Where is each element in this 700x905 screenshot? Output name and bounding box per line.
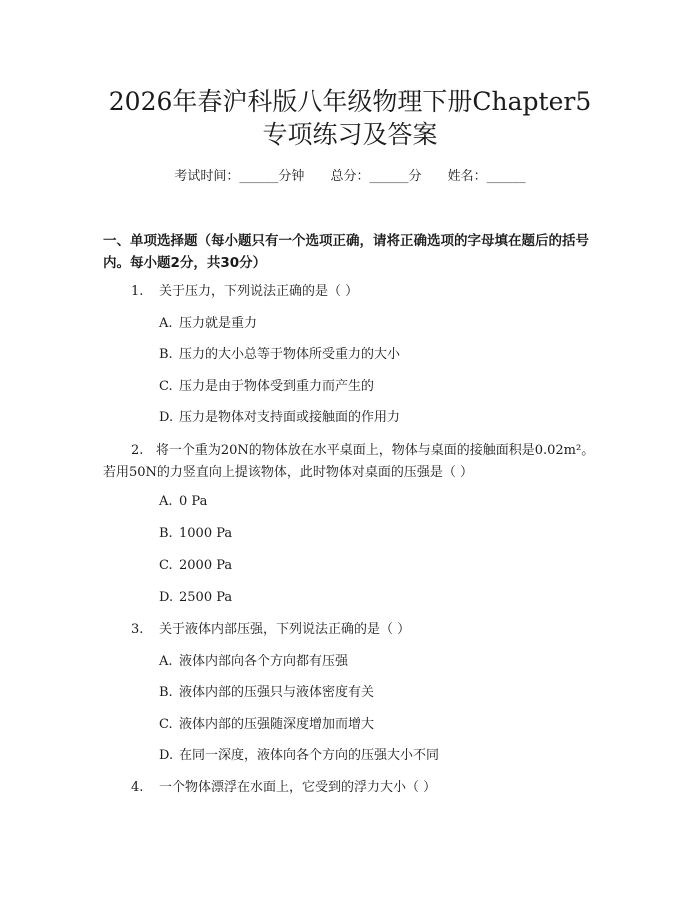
option-label: C.	[159, 558, 173, 573]
question-2	[103, 440, 603, 484]
option-2c	[159, 557, 232, 575]
option-3b	[159, 684, 374, 702]
section-heading: 一、单项选择题（每小题只有一个选项正确，请将正确选项的字母填在题后的括号内。每小题2分，共30分）	[103, 233, 589, 271]
option-text: 液体内部向各个方向都有压强	[179, 654, 349, 669]
exam-time: 考试时间：______分钟	[174, 169, 305, 184]
option-3d	[159, 747, 439, 765]
option-text: 在同一深度，液体向各个方向的压强大小不同	[179, 748, 440, 763]
option-label: B.	[159, 526, 173, 541]
option-1d	[159, 409, 400, 427]
option-text: 压力是由于物体受到重力而产生的	[179, 379, 375, 394]
doc-title-line2: 专项练习及答案	[262, 120, 438, 149]
option-label: B.	[159, 685, 173, 700]
option-label: B.	[159, 347, 173, 362]
option-text: 压力是物体对支持面或接触面的作用力	[179, 410, 401, 425]
option-text: 0 Pa	[179, 494, 208, 509]
option-1a	[159, 315, 257, 333]
option-label: A.	[159, 654, 173, 669]
option-label: D.	[159, 410, 174, 425]
question-number: 1.	[131, 284, 144, 299]
option-text: 压力的大小总等于物体所受重力的大小	[179, 347, 401, 362]
question-text: 一个物体漂浮在水面上，它受到的浮力大小（ ）	[159, 780, 437, 795]
option-label: A.	[159, 316, 173, 331]
question-text: 将一个重为20N的物体放在水平桌面上，物体与桌面的接触面积是0.02m²。若用50N的力竖直向上提该物体，此时物体对桌面的压强是（ ）	[103, 443, 595, 480]
option-text: 液体内部的压强只与液体密度有关	[179, 685, 375, 700]
question-text: 关于压力，下列说法正确的是（ ）	[159, 284, 359, 299]
question-number: 2.	[131, 443, 144, 458]
question-number: 4.	[131, 780, 144, 795]
exam-score: 总分：______分	[330, 169, 422, 184]
option-text: 压力就是重力	[179, 316, 258, 331]
option-1c	[159, 378, 374, 396]
question-3	[103, 619, 603, 641]
option-text: 2500 Pa	[179, 590, 233, 605]
option-2a	[159, 493, 207, 511]
option-label: A.	[159, 494, 173, 509]
exam-meta	[0, 168, 700, 186]
option-2d	[159, 589, 232, 607]
option-label: D.	[159, 748, 174, 763]
option-label: C.	[159, 717, 173, 732]
doc-title-line1: 2026年春沪科版八年级物理下册Chapter5	[108, 87, 592, 116]
option-2b	[159, 525, 232, 543]
option-text: 液体内部的压强随深度增加而增大	[179, 717, 375, 732]
student-name: 姓名：______	[447, 169, 526, 184]
option-text: 2000 Pa	[179, 558, 233, 573]
option-3a	[159, 653, 348, 671]
question-1	[103, 281, 603, 303]
question-number: 3.	[131, 622, 144, 637]
option-3c	[159, 716, 374, 734]
option-label: D.	[159, 590, 174, 605]
option-text: 1000 Pa	[179, 526, 233, 541]
option-label: C.	[159, 379, 173, 394]
option-1b	[159, 346, 400, 364]
question-4	[103, 777, 603, 799]
question-text: 关于液体内部压强，下列说法正确的是（ ）	[159, 622, 411, 637]
